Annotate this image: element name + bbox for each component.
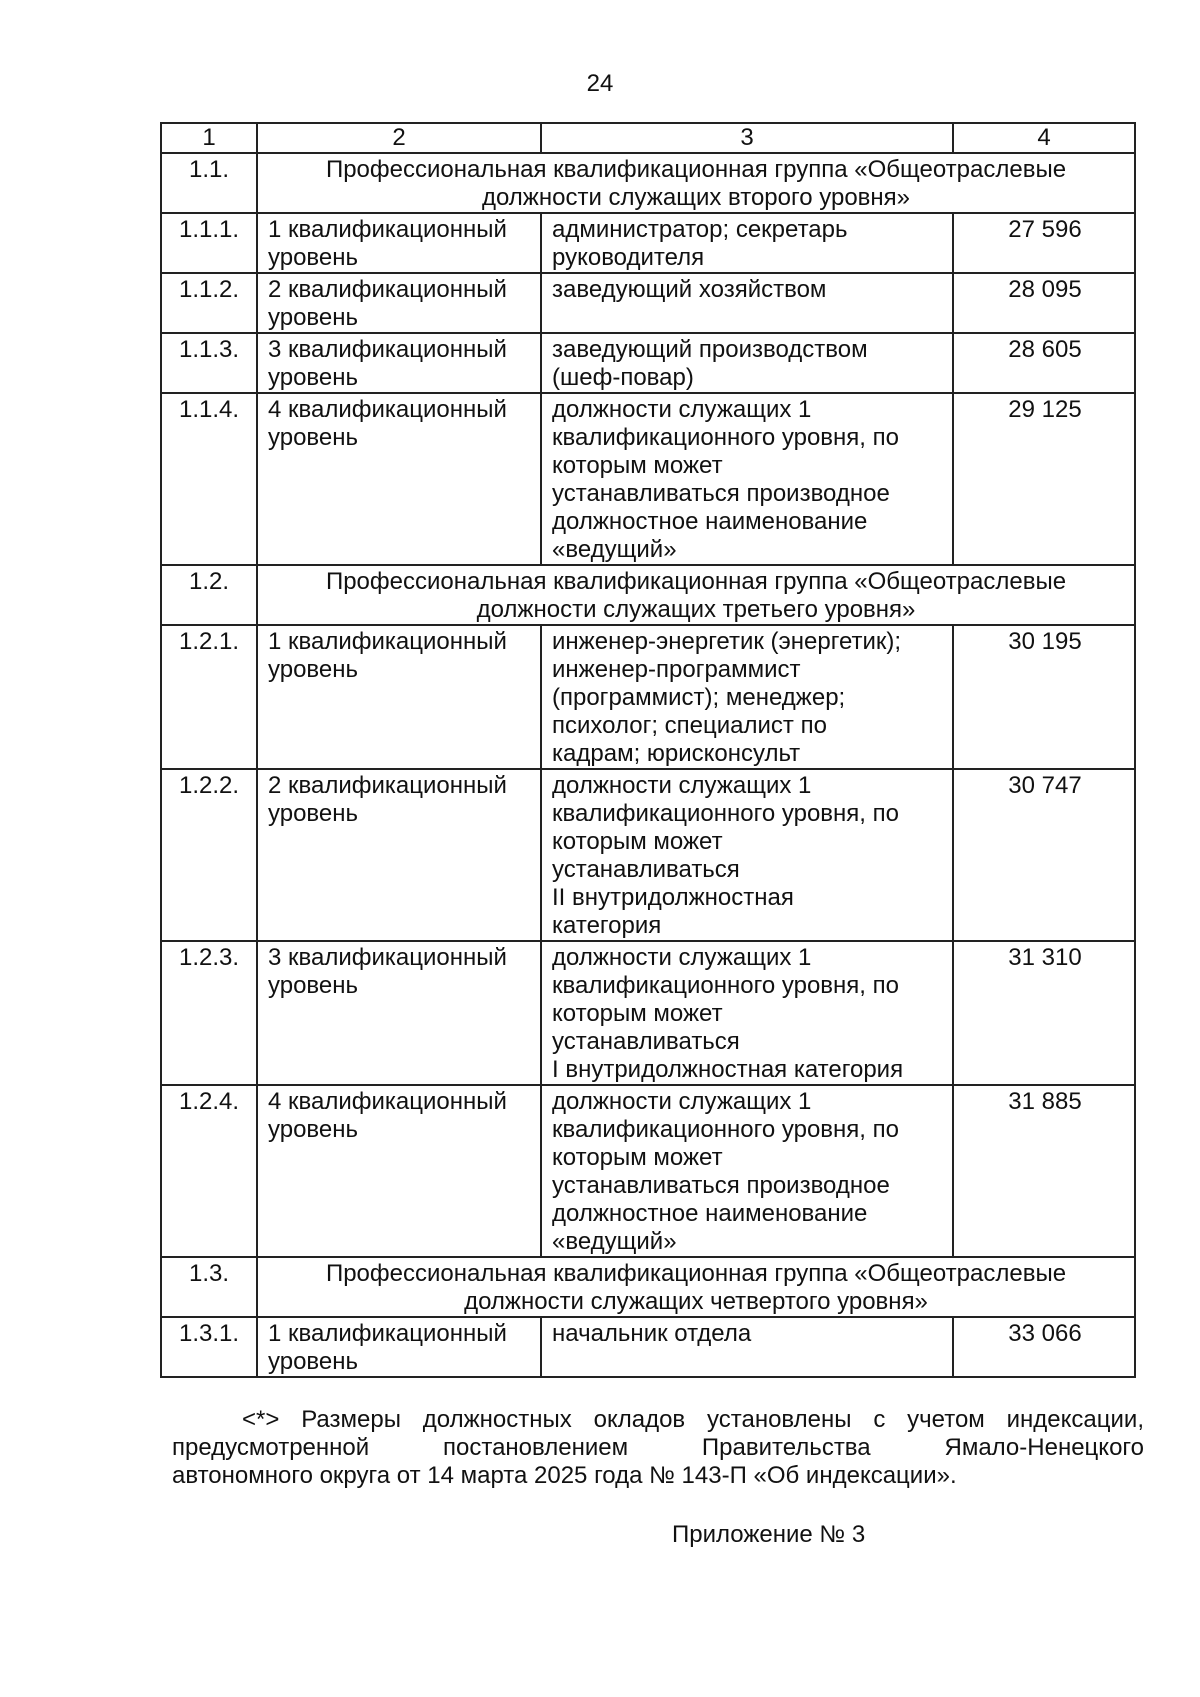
row-number: 1.1.2.	[161, 273, 257, 333]
header-cell-4: 4	[953, 123, 1135, 153]
cell-line: заведующий хозяйством	[552, 276, 827, 303]
row-number: 1.1.1.	[161, 213, 257, 273]
position-titles	[541, 941, 953, 1085]
group-header-row	[161, 565, 1135, 625]
salary-amount: 27 596	[953, 213, 1135, 273]
cell-line: Профессиональная квалификационная группа «Общеотраслевые	[325, 1260, 1067, 1287]
cell-line: «ведущий»	[552, 1228, 677, 1255]
group-number: 1.1.	[161, 153, 257, 213]
table-row	[161, 273, 1135, 333]
group-header-row	[161, 1257, 1135, 1317]
cell-line: 3 квалификационный	[268, 336, 507, 363]
qualification-level	[257, 393, 541, 565]
cell-line: должности служащих 1	[552, 1088, 812, 1115]
row-number: 1.2.1.	[161, 625, 257, 769]
cell-line: 1 квалификационный	[268, 1320, 507, 1347]
cell-line: Профессиональная квалификационная группа «Общеотраслевые	[325, 156, 1067, 183]
cell-line: 1 квалификационный	[268, 216, 507, 243]
cell-line: устанавливаться производное	[552, 480, 890, 507]
cell-line: «ведущий»	[552, 536, 677, 563]
group-number: 1.2.	[161, 565, 257, 625]
cell-line: заведующий производством	[552, 336, 868, 363]
cell-line: инженер-программист	[552, 656, 801, 683]
table-row	[161, 333, 1135, 393]
position-titles	[541, 273, 953, 333]
table-row	[161, 393, 1135, 565]
row-number: 1.3.1.	[161, 1317, 257, 1377]
cell-line: уровень	[268, 424, 359, 451]
salary-amount: 30 747	[953, 769, 1135, 941]
position-titles	[541, 213, 953, 273]
salary-amount: 28 095	[953, 273, 1135, 333]
group-title	[257, 1257, 1135, 1317]
appendix-label: Приложение № 3	[672, 1521, 866, 1548]
cell-line: (шеф-повар)	[552, 364, 694, 391]
footnote-line: автономного округа от 14 марта 2025 года № 143-П «Об индексации».	[172, 1462, 957, 1489]
cell-line: 4 квалификационный	[268, 396, 507, 423]
page-number: 24	[586, 70, 614, 97]
cell-line: администратор; секретарь	[552, 216, 848, 243]
position-titles	[541, 393, 953, 565]
cell-line: 4 квалификационный	[268, 1088, 507, 1115]
cell-line: устанавливаться производное	[552, 1172, 890, 1199]
salary-amount: 31 885	[953, 1085, 1135, 1257]
group-number: 1.3.	[161, 1257, 257, 1317]
cell-line: уровень	[268, 972, 359, 999]
position-titles	[541, 333, 953, 393]
cell-line: 2 квалификационный	[268, 276, 507, 303]
cell-line: устанавливаться	[552, 1028, 740, 1055]
cell-line: (программист); менеджер;	[552, 684, 846, 711]
cell-line: кадрам; юрисконсульт	[552, 740, 801, 767]
cell-line: 3 квалификационный	[268, 944, 507, 971]
cell-line: должностное наименование	[552, 508, 868, 535]
cell-line: которым может	[552, 1144, 723, 1171]
cell-line: 2 квалификационный	[268, 772, 507, 799]
cell-line: руководителя	[552, 244, 705, 271]
cell-line: должностное наименование	[552, 1200, 868, 1227]
row-number: 1.2.4.	[161, 1085, 257, 1257]
cell-line: уровень	[268, 656, 359, 683]
cell-line: психолог; специалист по	[552, 712, 827, 739]
header-cell-1: 1	[161, 123, 257, 153]
qualification-level	[257, 1085, 541, 1257]
table-row	[161, 213, 1135, 273]
salary-amount: 31 310	[953, 941, 1135, 1085]
cell-line: уровень	[268, 304, 359, 331]
cell-line: должности служащих второго уровня»	[481, 184, 911, 211]
group-title	[257, 153, 1135, 213]
cell-line: квалификационного уровня, по	[552, 424, 899, 451]
cell-line: должности служащих 1	[552, 772, 812, 799]
table-row	[161, 941, 1135, 1085]
qualification-level	[257, 769, 541, 941]
group-header-row	[161, 153, 1135, 213]
position-titles	[541, 625, 953, 769]
salary-table-body	[161, 123, 1135, 1377]
row-number: 1.2.3.	[161, 941, 257, 1085]
table-row	[161, 625, 1135, 769]
table-row	[161, 1085, 1135, 1257]
cell-line: квалификационного уровня, по	[552, 972, 899, 999]
cell-line: уровень	[268, 1116, 359, 1143]
header-cell-3: 3	[541, 123, 953, 153]
salary-amount: 28 605	[953, 333, 1135, 393]
salary-amount: 30 195	[953, 625, 1135, 769]
cell-line: должности служащих 1	[552, 944, 812, 971]
cell-line: должности служащих четвертого уровня»	[464, 1288, 928, 1315]
qualification-level	[257, 941, 541, 1085]
table-row	[161, 769, 1135, 941]
position-titles	[541, 1317, 953, 1377]
footnote	[172, 1406, 1144, 1490]
cell-line: уровень	[268, 244, 359, 271]
position-titles	[541, 769, 953, 941]
cell-line: уровень	[268, 364, 359, 391]
cell-line: должности служащих 1	[552, 396, 812, 423]
position-titles	[541, 1085, 953, 1257]
row-number: 1.1.4.	[161, 393, 257, 565]
cell-line: категория	[552, 912, 662, 939]
qualification-level	[257, 625, 541, 769]
qualification-level	[257, 273, 541, 333]
table-header-row	[161, 123, 1135, 153]
group-title	[257, 565, 1135, 625]
footnote-line: <*> Размеры должностных окладов установлены с учетом индексации,	[242, 1406, 1144, 1433]
cell-line: Профессиональная квалификационная группа «Общеотраслевые	[325, 568, 1067, 595]
qualification-level	[257, 1317, 541, 1377]
cell-line: I внутридолжностная категория	[552, 1056, 904, 1083]
salary-table	[160, 122, 1136, 1378]
cell-line: уровень	[268, 800, 359, 827]
cell-line: которым может	[552, 828, 723, 855]
cell-line: которым может	[552, 1000, 723, 1027]
cell-line: должности служащих третьего уровня»	[476, 596, 916, 623]
cell-line: устанавливаться	[552, 856, 740, 883]
salary-amount: 29 125	[953, 393, 1135, 565]
footnote-line: предусмотренной постановлением Правительства Ямало-Ненецкого	[172, 1434, 1144, 1461]
cell-line: которым может	[552, 452, 723, 479]
cell-line: квалификационного уровня, по	[552, 800, 899, 827]
table-row	[161, 1317, 1135, 1377]
cell-line: уровень	[268, 1348, 359, 1375]
cell-line: начальник отдела	[552, 1320, 752, 1347]
qualification-level	[257, 213, 541, 273]
cell-line: 1 квалификационный	[268, 628, 507, 655]
row-number: 1.2.2.	[161, 769, 257, 941]
cell-line: инженер-энергетик (энергетик);	[552, 628, 902, 655]
cell-line: II внутридолжностная	[552, 884, 794, 911]
cell-line: квалификационного уровня, по	[552, 1116, 899, 1143]
salary-amount: 33 066	[953, 1317, 1135, 1377]
qualification-level	[257, 333, 541, 393]
header-cell-2: 2	[257, 123, 541, 153]
row-number: 1.1.3.	[161, 333, 257, 393]
